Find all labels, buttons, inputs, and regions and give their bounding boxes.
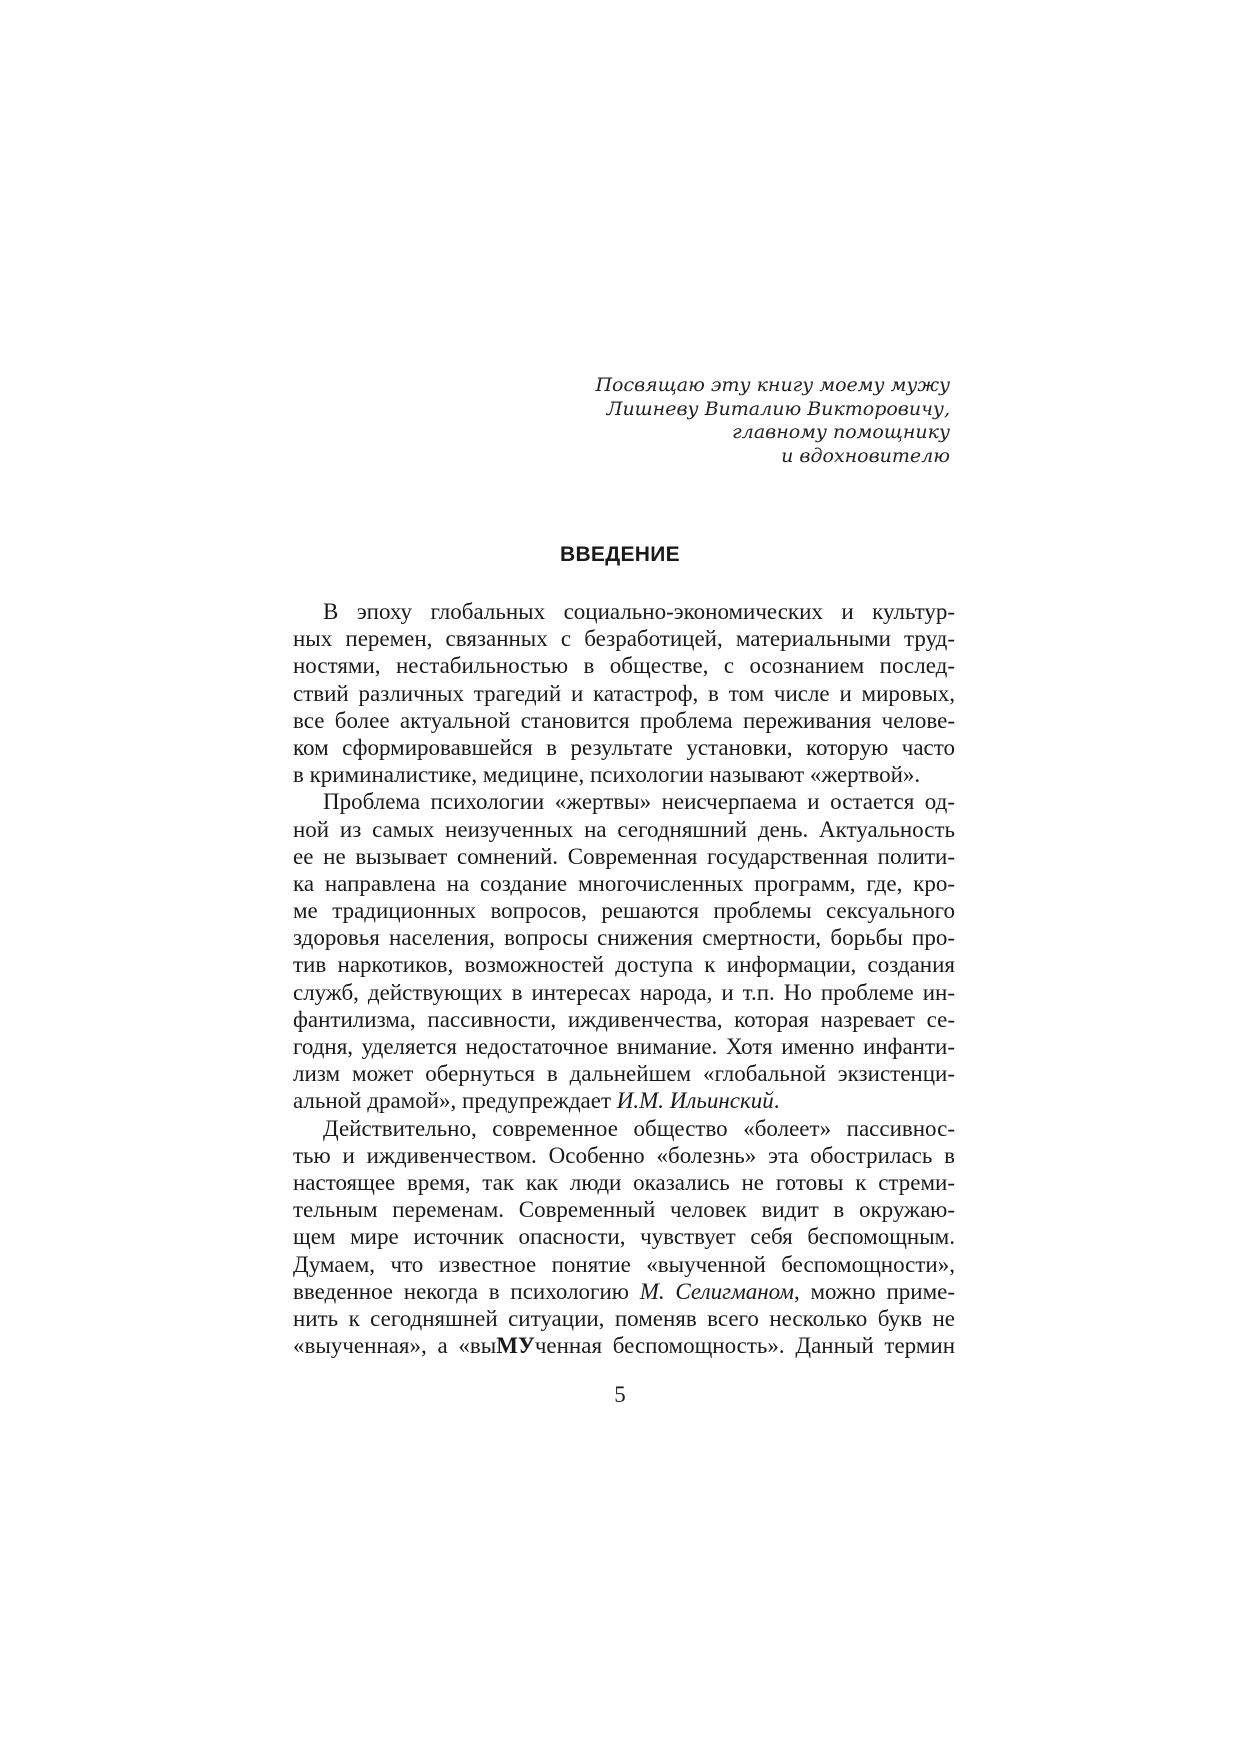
text-line	[293, 1087, 955, 1114]
text-line: Действительно, современное общество «болеет» пассивнос-	[323, 1115, 955, 1141]
text-line: фантилизма, пассивности, иждивенчества, которая назревает се-	[293, 1006, 955, 1032]
dedication-line: и вдохновителю	[781, 444, 950, 467]
dedication	[595, 374, 950, 468]
text-line: годня, уделяется недостаточное внимание. Хотя именно инфанти-	[293, 1034, 955, 1059]
text-line: в криминалистике, медицине, психологии называют «жертвой».	[293, 762, 921, 788]
text-line: здоровья населения, вопросы снижения смертности, борьбы про-	[293, 925, 955, 951]
text-segment: «выученная», а «вы	[293, 1333, 497, 1359]
text-line: ком сформировавшейся в результате установки, которую часто	[293, 734, 955, 760]
text-line: настоящее время, так как люди оказались не готовы к стреми-	[293, 1169, 955, 1195]
text-line: лизм может обернуться в дальнейшем «глобальной экзистенци-	[293, 1061, 955, 1087]
text-line	[293, 1332, 955, 1359]
text-line: Думаем, что известное понятие «выученной беспомощности»,	[293, 1251, 955, 1277]
text-segment: введенное некогда в психологию	[293, 1278, 640, 1304]
text-line: ных перемен, связанных с безработицей, материальными труд-	[293, 626, 955, 652]
text-segment: альной драмой», предупреждает	[293, 1088, 617, 1114]
text-line: щем мире источник опасности, чувствует себя беспомощным.	[293, 1224, 955, 1250]
text-line: ме традиционных вопросов, решаются проблемы сексуального	[293, 898, 955, 924]
text-segment: ченная беспомощность». Данный термин	[534, 1333, 956, 1359]
text-line: нить к сегодняшней ситуации, поменяв всего несколько букв не	[293, 1305, 955, 1331]
page-number: 5	[614, 1382, 626, 1407]
text-segment: , можно приме-	[793, 1278, 955, 1304]
text-segment: .	[773, 1088, 780, 1114]
text-line: тив наркотиков, возможностей доступа к информации, создания	[293, 952, 955, 978]
text-line: тельным переменам. Современный человек видит в окружаю-	[293, 1197, 955, 1223]
bold-emphasis: МУ	[496, 1333, 535, 1359]
text-line: ее не вызывает сомнений. Современная государственная полити-	[293, 843, 955, 869]
text-line	[293, 1278, 955, 1305]
author-name-italic: И.М. Ильинский	[616, 1088, 774, 1114]
dedication-line: Посвящаю эту книгу моему мужу	[595, 374, 950, 396]
dedication-line: Лишневу Виталию Викторовичу,	[606, 397, 950, 420]
text-line: ствий различных трагедий и катастроф, в том числе и мировых,	[293, 680, 955, 706]
text-line: В эпоху глобальных социально-экономических и культур-	[323, 599, 955, 624]
body-text	[293, 598, 955, 1359]
text-line: тью и иждивенчеством. Особенно «болезнь» эта обострилась в	[293, 1142, 955, 1168]
chapter-title: ВВЕДЕНИЕ	[560, 543, 680, 566]
author-name-italic: М. Селигманом	[639, 1278, 794, 1304]
text-line: ностями, нестабильностью в обществе, с осознанием послед-	[293, 653, 955, 679]
text-line: все более актуальной становится проблема переживания челове-	[293, 707, 955, 733]
text-line: ной из самых неизученных на сегодняшний день. Актуальность	[293, 816, 955, 842]
text-line: ка направлена на создание многочисленных программ, где, кро-	[293, 870, 955, 896]
text-line: служб, действующих в интересах народа, и т.п. Но проблеме ин-	[293, 979, 955, 1005]
dedication-line: главному помощнику	[732, 421, 950, 443]
text-line: Проблема психологии «жертвы» неисчерпаема и остается од-	[323, 789, 955, 815]
